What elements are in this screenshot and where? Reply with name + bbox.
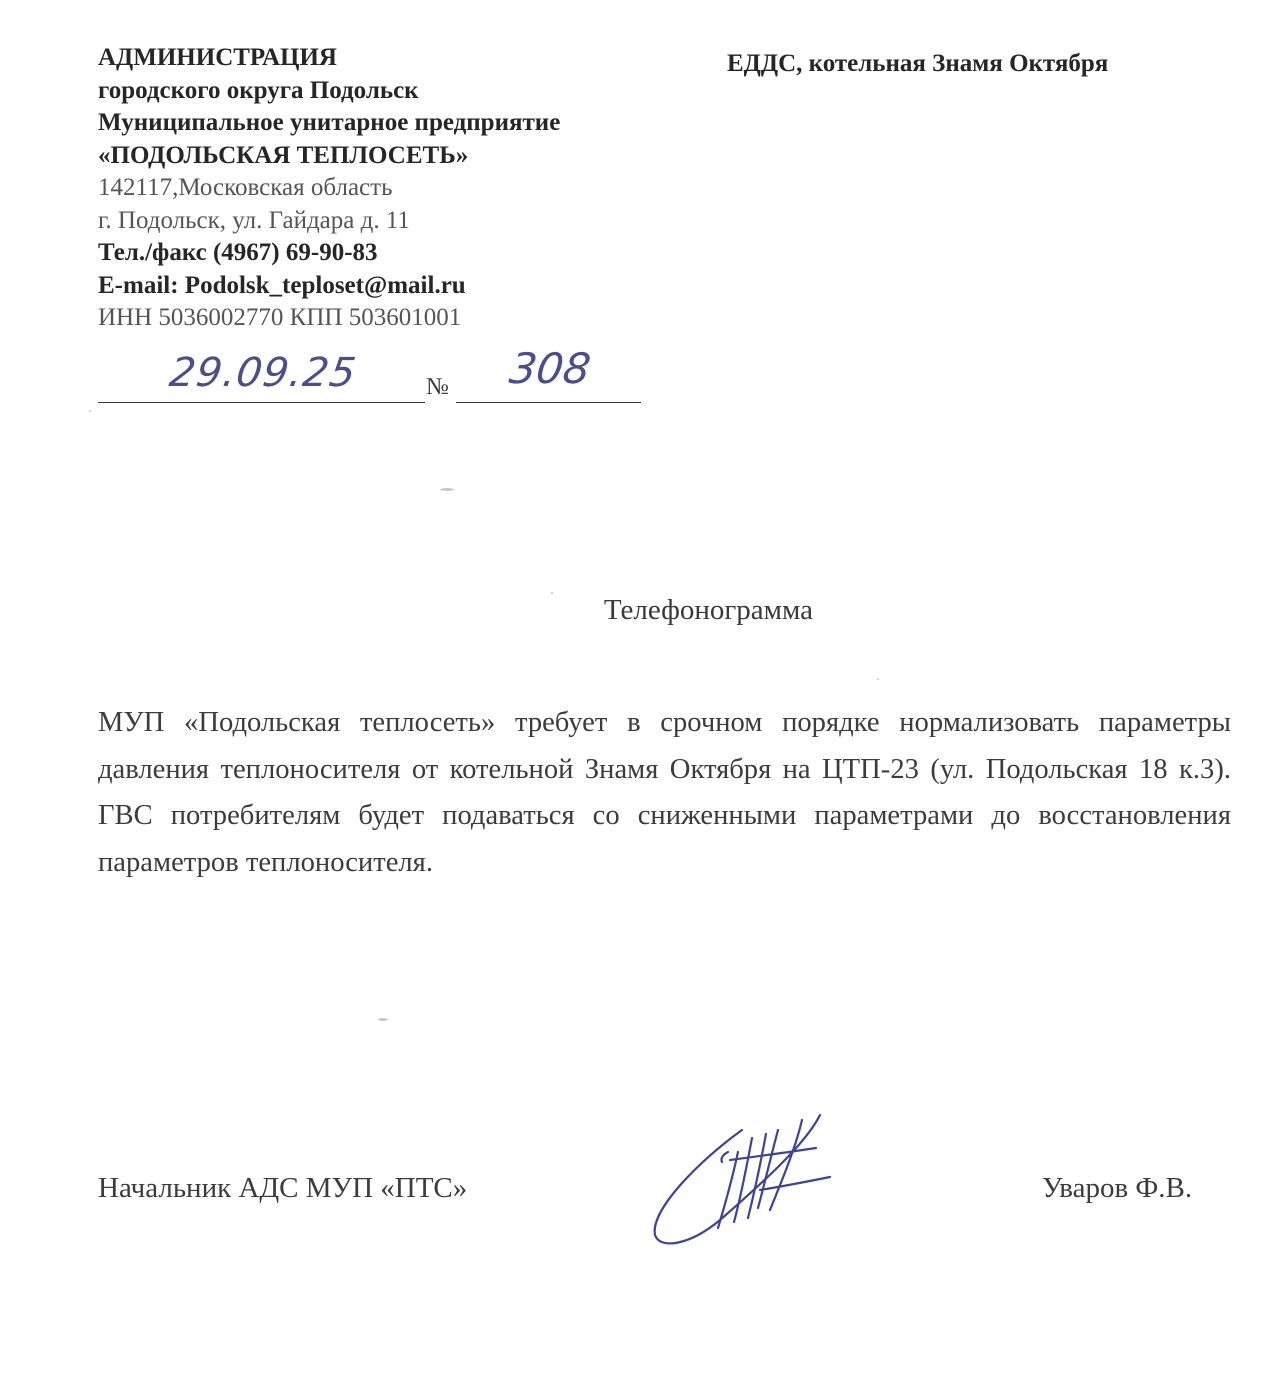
sender-org-line-1: АДМИНИСТРАЦИЯ [98, 44, 337, 71]
document-body: МУП «Подольская теплосеть» требует в срочном порядке нормализовать параметры давления теплоносителя от котельной Знамя Октября на ЦТП-23 (ул. Подольская 18 к.3). ГВС потребителям будет подаваться со сниженными параметрами до восстановления параметров теплоносителя. [98, 707, 1231, 878]
sender-phone: Тел./факс (4967) 69-90-83 [98, 239, 378, 266]
scan-speck [378, 1018, 388, 1021]
signatory-position: Начальник АДС МУП «ПТС» [98, 1172, 468, 1204]
scan-speck [877, 678, 879, 680]
sender-block [98, 42, 698, 335]
registration-line [98, 344, 643, 406]
scan-speck [551, 592, 553, 594]
sender-org-line-4: «ПОДОЛЬСКАЯ ТЕПЛОСЕТЬ» [98, 141, 469, 169]
sender-org-line-3: Муниципальное унитарное предприятие [98, 109, 561, 136]
sender-address-line-2: г. Подольск, ул. Гайдара д. 11 [98, 206, 410, 234]
sender-email: E-mail: Podolsk_teploset@mail.ru [98, 271, 466, 299]
recipient: ЕДДС, котельная Знамя Октября [727, 50, 1109, 77]
number-sign: № [426, 374, 449, 400]
signatory-name: Уваров Ф.В. [1042, 1172, 1193, 1204]
sender-tax-ids: ИНН 5036002770 КПП 503601001 [98, 304, 462, 331]
sender-org-line-2: городского округа Подольск [98, 76, 419, 104]
date-underline [98, 402, 425, 403]
handwritten-number: 308 [506, 344, 594, 393]
scan-speck [89, 410, 91, 412]
document-title: Телефонограмма [603, 594, 814, 626]
number-underline [456, 402, 641, 403]
handwritten-signature [620, 1090, 850, 1260]
handwritten-date: 29.09.25 [166, 350, 360, 396]
sender-address-line-1: 142117,Московская область [98, 174, 393, 201]
scan-speck [440, 488, 454, 491]
